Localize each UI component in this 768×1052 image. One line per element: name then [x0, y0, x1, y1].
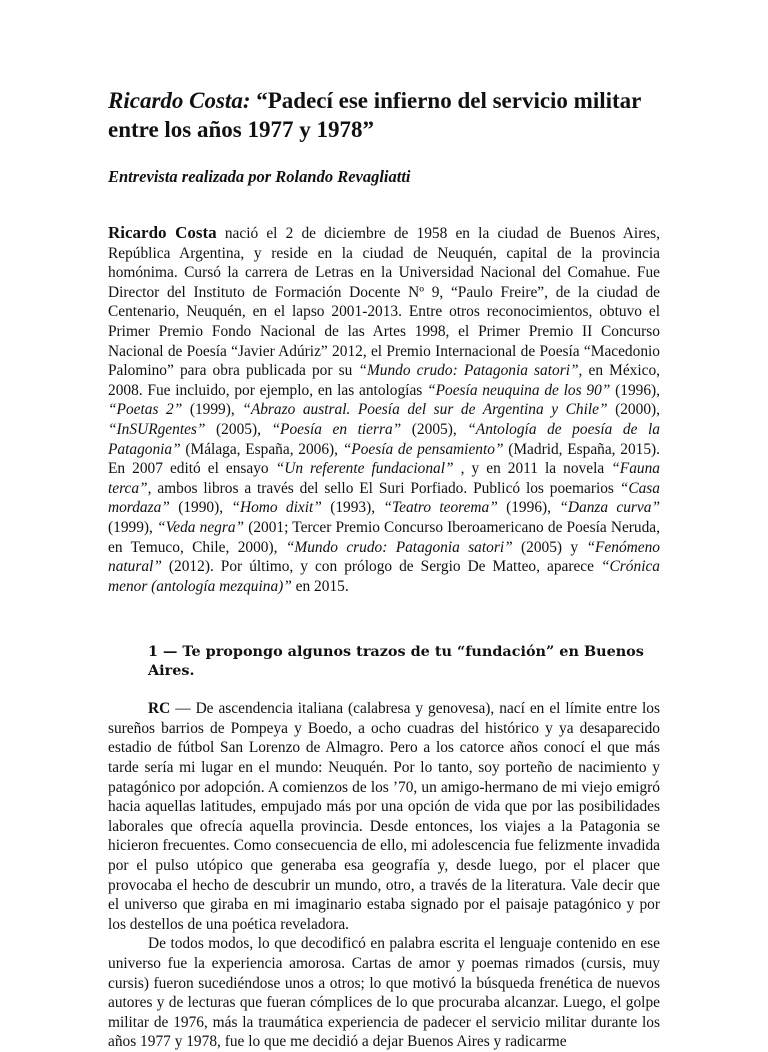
bio-text: en 2015. [291, 577, 349, 595]
book-title: “Veda negra” [157, 518, 245, 536]
bio-text: (2001; Tercer Premio Concurso Iberoamericano de Poesía Neruda, en Temuco, Chile, 2000), [108, 518, 660, 556]
book-title: “Teatro teorema” [383, 499, 498, 517]
book-title: “Poetas 2” [108, 401, 183, 419]
bio-text: (1999), [108, 518, 158, 536]
book-title: “Abrazo austral. Poesía del sur de Argentina y Chile” [242, 401, 608, 419]
answer-paragraph: De todos modos, lo que decodificó en palabra escrita el lenguaje contenido en ese universo fue la experiencia amorosa. Cartas de amor y poemas rimados (cursis, muy cursis) fueron sucediéndose unos a otros; lo que motivó la búsqueda frenética de nuevos autores y de lecturas que fueran cómplices de lo que procuraba alcanzar. Luego, el golpe militar de 1976, más la traumática experiencia de padecer el servicio militar durante los años 1977 y 1978, fue lo que me decidió a dejar Buenos Aires y radicarme [108, 935, 660, 1051]
title-name: Ricardo Costa: [108, 88, 251, 113]
bio-text: (2000), [607, 401, 660, 419]
title-quote: “Padecí ese infierno del servicio militar entre los años 1977 y 1978” [108, 88, 641, 142]
bio-text: (1996), [610, 381, 661, 399]
bio-text: (1993), [321, 499, 384, 517]
speaker-initials: RC [148, 700, 171, 718]
bio-text: (1999), [182, 401, 243, 419]
bio-text: (2005) y [512, 538, 587, 556]
book-title: “Poesía de pensamiento” [342, 440, 504, 458]
interview-question-1: 1 — Te propongo algunos trazos de tu “fundación” en Buenos Aires. [148, 643, 644, 680]
document-page [108, 86, 660, 1052]
book-title: “Un referente fundacional” [275, 460, 454, 478]
book-title: “Crónica menor (antología mezquina)” [108, 558, 660, 595]
book-title: “Casa mordaza” [108, 479, 660, 517]
bio-text: (2005), [401, 420, 468, 438]
bio-name: Ricardo Costa [108, 223, 217, 242]
bio-text: , y en 2011 la novela [453, 460, 612, 478]
book-title: “Poesía neuquina de los 90” [427, 381, 611, 399]
article-title [108, 86, 660, 144]
bio-text: , ambos libros a través del sello El Suri Porfiado. Publicó los poemarios [147, 479, 620, 497]
answer-text: — De ascendencia italiana (calabresa y genovesa), nací en el límite entre los sureños barrios de Pompeya y Boedo, a ocho cuadras del histórico y ya desaparecido estadio de fútbol San Lorenzo de Almagro. Pero a los catorce años conocí el que más tarde sería mi lugar en el mundo: Neuquén. Por lo tanto, soy porteño de nacimiento y patagónico por adopción. A comienzos de los ’70, un amigo-hermano de mi viejo emigró hacia aquellas latitudes, empujado más por una opción de vida que por las posibilidades laborales que ofrecía aquella provincia. Desde entonces, los viajes a la Patagonia se hicieron frecuentes. Como consecuencia de ello, mi adolescencia fue felizmente invadida por el pulso utópico que generaba esa geografía y, desde luego, por el placer que provocaba el hecho de descubrir un mundo, otro, a través de la literatura. Vale decir que el universo que giraba en mi imaginario estaba signado por el paisaje patagónico y por los destellos de una poética reveladora. [108, 700, 660, 933]
answer-paragraph [108, 699, 660, 934]
book-title: “InSURgentes” [108, 420, 206, 438]
bio-text: (2012). Por último, y con prólogo de Sergio De Matteo, aparece [161, 558, 601, 576]
book-title: “Antología de poesía de la Patagonia” [108, 420, 660, 458]
book-title: “Mundo crudo: Patagonia satori” [358, 362, 579, 380]
article-subtitle: Entrevista realizada por Rolando Revagliatti [108, 167, 411, 186]
bio-text: nació el 2 de diciembre de 1958 en la ciudad de Buenos Aires, República Argentina, y reside en la ciudad de Neuquén, capital de la provincia homónima. Cursó la carrera de Letras en la Universidad Nacional del Comahue. Fue Director del Instituto de Formación Docente Nº 9, “Paulo Freire”, de la ciudad de Centenario, Neuquén, en el lapso 2001-2013. Entre otros reconocimientos, obtuvo el Primer Premio Fondo Nacional de las Artes 1998, el Primer Premio II Concurso Nacional de Poesía “Javier Adúriz” 2012, el Premio Internacional de Poesía “Macedonio Palomino” para obra publicada por su [108, 225, 660, 380]
book-title: “Homo dixit” [231, 499, 322, 517]
book-title: “Fauna terca” [108, 460, 660, 497]
bio-text: (1990), [169, 499, 232, 517]
bio-text: , en México, 2008. Fue incluido, por ejemplo, en las antologías [108, 362, 661, 399]
book-title: “Danza curva” [559, 499, 661, 517]
bio-text: (Málaga, España, 2006), [180, 440, 343, 458]
bio-paragraph [108, 223, 660, 596]
interview-answer-1 [108, 699, 660, 1052]
bio-text: (1996), [497, 499, 560, 517]
bio-text: (2005), [205, 420, 272, 438]
book-title: “Mundo crudo: Patagonia satori” [285, 538, 513, 556]
book-title: “Poesía en tierra” [271, 420, 402, 438]
bio-text: (Madrid, España, 2015). En 2007 editó el ensayo [108, 440, 660, 478]
book-title: “Fenómeno natural” [108, 538, 660, 576]
